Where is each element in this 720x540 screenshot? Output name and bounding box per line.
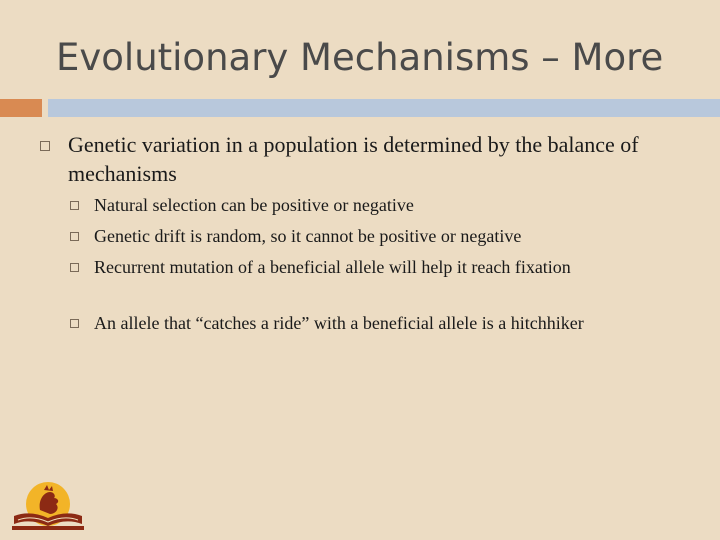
sub-bullet-square-icon bbox=[70, 263, 79, 272]
sub-bullet-text: Recurrent mutation of a beneficial allele will help it reach fixation bbox=[94, 257, 571, 277]
sub-bullet-text: Natural selection can be positive or negative bbox=[94, 195, 414, 215]
sub-bullet-square-icon bbox=[70, 201, 79, 210]
bullet-square-icon bbox=[40, 141, 50, 151]
main-bullet-text: Genetic variation in a population is determined by the balance of mechanisms bbox=[68, 132, 639, 186]
book-rooster-logo-icon bbox=[10, 480, 86, 532]
sub-bullet-square-icon bbox=[70, 319, 79, 328]
sub-bullet-text: An allele that “catches a ride” with a beneficial allele is a hitchhiker bbox=[94, 313, 584, 333]
sub-bullet-square-icon bbox=[70, 232, 79, 241]
slide-title: Evolutionary Mechanisms – More bbox=[56, 36, 664, 79]
title-accent-orange-bar bbox=[0, 99, 42, 117]
title-accent-blue-bar bbox=[48, 99, 720, 117]
sub-bullet-text: Genetic drift is random, so it cannot be positive or negative bbox=[94, 226, 522, 246]
